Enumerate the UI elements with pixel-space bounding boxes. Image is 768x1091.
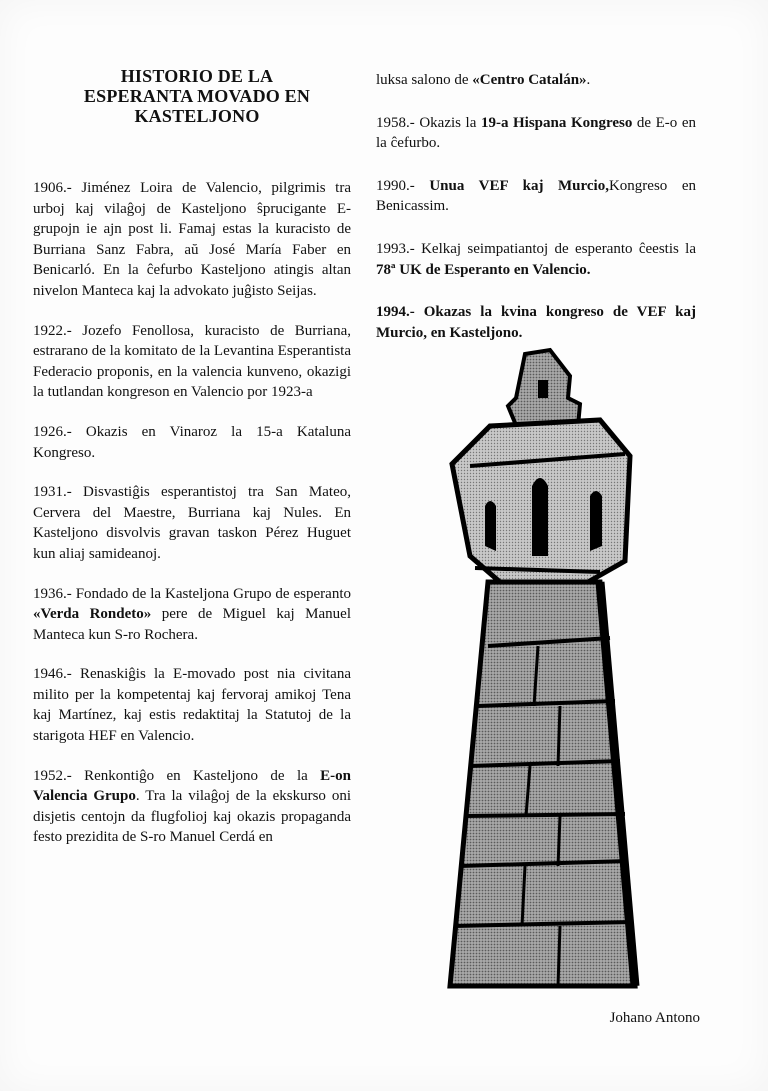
entry-text: pere de Miguel kaj Manuel Manteca kun S-ro Rochera. bbox=[33, 606, 351, 643]
belfry-arch bbox=[590, 491, 602, 551]
bell-tower-drawing bbox=[430, 346, 655, 1006]
entry-text: Renkontiĝo en Kasteljono de la bbox=[84, 767, 321, 784]
history-entry-1994 bbox=[376, 302, 696, 343]
title-line: HISTORIO DE LA bbox=[120, 66, 274, 86]
entry-year: 1922.- bbox=[33, 322, 72, 339]
entry-bold-text: 19-a Hispana Kongreso bbox=[480, 114, 633, 131]
history-entry-1990 bbox=[376, 176, 696, 217]
right-column bbox=[376, 70, 696, 365]
entry-bold-text: 1994.- Okazas la kvina kongreso de VEF kaj Murcio, en Kasteljono. bbox=[376, 304, 696, 341]
history-entry-1993 bbox=[376, 239, 696, 280]
entry-text: de E-o en la ĉefurbo. bbox=[376, 114, 697, 152]
entry-bold-text: «Centro Catalán» bbox=[472, 72, 587, 88]
history-entry-1926 bbox=[33, 422, 351, 463]
entry-year: 1926.- bbox=[33, 423, 72, 440]
history-entry-1931 bbox=[33, 482, 351, 564]
entry-text: Disvastiĝis esperantistoj tra San Mateo, Cervera del Maestre, Burriana kaj Nules. En Kasteljono disvolvis gravan taskon Pérez Huguet kun aliaj samideanoj. bbox=[33, 484, 351, 562]
bell-tower-illustration bbox=[430, 346, 655, 1006]
belfry-arch bbox=[532, 478, 548, 556]
history-entry-1922 bbox=[33, 321, 351, 403]
entry-bold-text: E-on Valencia Grupo bbox=[33, 767, 351, 805]
history-entry-1946 bbox=[33, 664, 351, 746]
history-entry-1906 bbox=[33, 178, 351, 302]
entry-year: 1958.- bbox=[376, 114, 415, 131]
entry-text: Renaskiĝis la E-movado post nia civitana milito per la kompetentaj kaj fervoraj amikoj Tena kaj Martínez, kaj estis redaktitaj la Statutoj de la starigota HEF en Valencio. bbox=[33, 666, 351, 745]
illustration-credit: Johano Antono bbox=[609, 1010, 700, 1026]
belfry-arch bbox=[485, 501, 496, 551]
page-title bbox=[43, 66, 351, 126]
spire-window bbox=[538, 380, 548, 398]
entry-text: Jozefo Fenollosa, kuracisto de Burriana, estrarano de la komitato de la Levantina Esperantista Federacio proponis, en la valencia kunveno, okazigi la tutlandan kongreson en Valencio por 1923-a bbox=[33, 322, 351, 401]
entry-year: 1936.- bbox=[33, 585, 72, 602]
entry-text: Kelkaj seimpatiantoj de esperanto ĉeestis la bbox=[421, 240, 696, 257]
left-column bbox=[33, 66, 351, 867]
entry-text: Fondado de la Kasteljona Grupo de esperanto bbox=[75, 585, 351, 602]
entry-text: Okazis en Vinaroz la 15-a Kataluna Kongreso. bbox=[33, 423, 352, 461]
entry-text: luksa salono de bbox=[376, 72, 473, 88]
entry-year: 1990.- bbox=[376, 177, 415, 194]
entry-year: 1993.- bbox=[376, 240, 415, 257]
history-entry-1952 bbox=[33, 766, 351, 848]
entry-text: Okazis la bbox=[419, 114, 481, 131]
entry-text: Jiménez Loira de Valencio, pilgrimis tra urboj kaj vilaĝoj de Kasteljono ŝprucigante E-grupojn ie ajn post li. Famaj estas la kuracisto de Burriana Sanz Fabra, aŭ José María Faber en Benicarló. En la ĉefurbo Kasteljono atingis altan nivelon Manteca kaj la advokato juĝisto Seijas. bbox=[33, 180, 352, 299]
entry-year: 1906.- bbox=[33, 180, 72, 196]
title-line: ESPERANTA MOVADO EN bbox=[83, 86, 311, 106]
history-entry-1952-continued bbox=[376, 70, 696, 91]
entry-year: 1931.- bbox=[33, 484, 72, 501]
history-entry-1936 bbox=[33, 584, 351, 646]
entry-bold-text: «Verda Rondeto» bbox=[33, 606, 152, 623]
entry-text: . Tra la vilaĝoj de la ekskurso oni disjetis centojn da flugfolioj kaj okazis propaganda festo prezidita de S-ro Manuel Cerdá en bbox=[33, 788, 351, 846]
entry-bold-text: 78ª UK de Esperanto en Valencio. bbox=[376, 261, 591, 278]
entry-year: 1946.- bbox=[33, 666, 72, 683]
title-line: KASTELJONO bbox=[134, 106, 260, 126]
entry-bold-text: Unua VEF kaj Murcio, bbox=[429, 177, 609, 194]
entry-year: 1952.- bbox=[33, 767, 72, 784]
history-entry-1958 bbox=[376, 113, 696, 154]
entry-text: . bbox=[586, 72, 591, 88]
entry-text: Kongreso en Benicassim. bbox=[376, 177, 697, 215]
